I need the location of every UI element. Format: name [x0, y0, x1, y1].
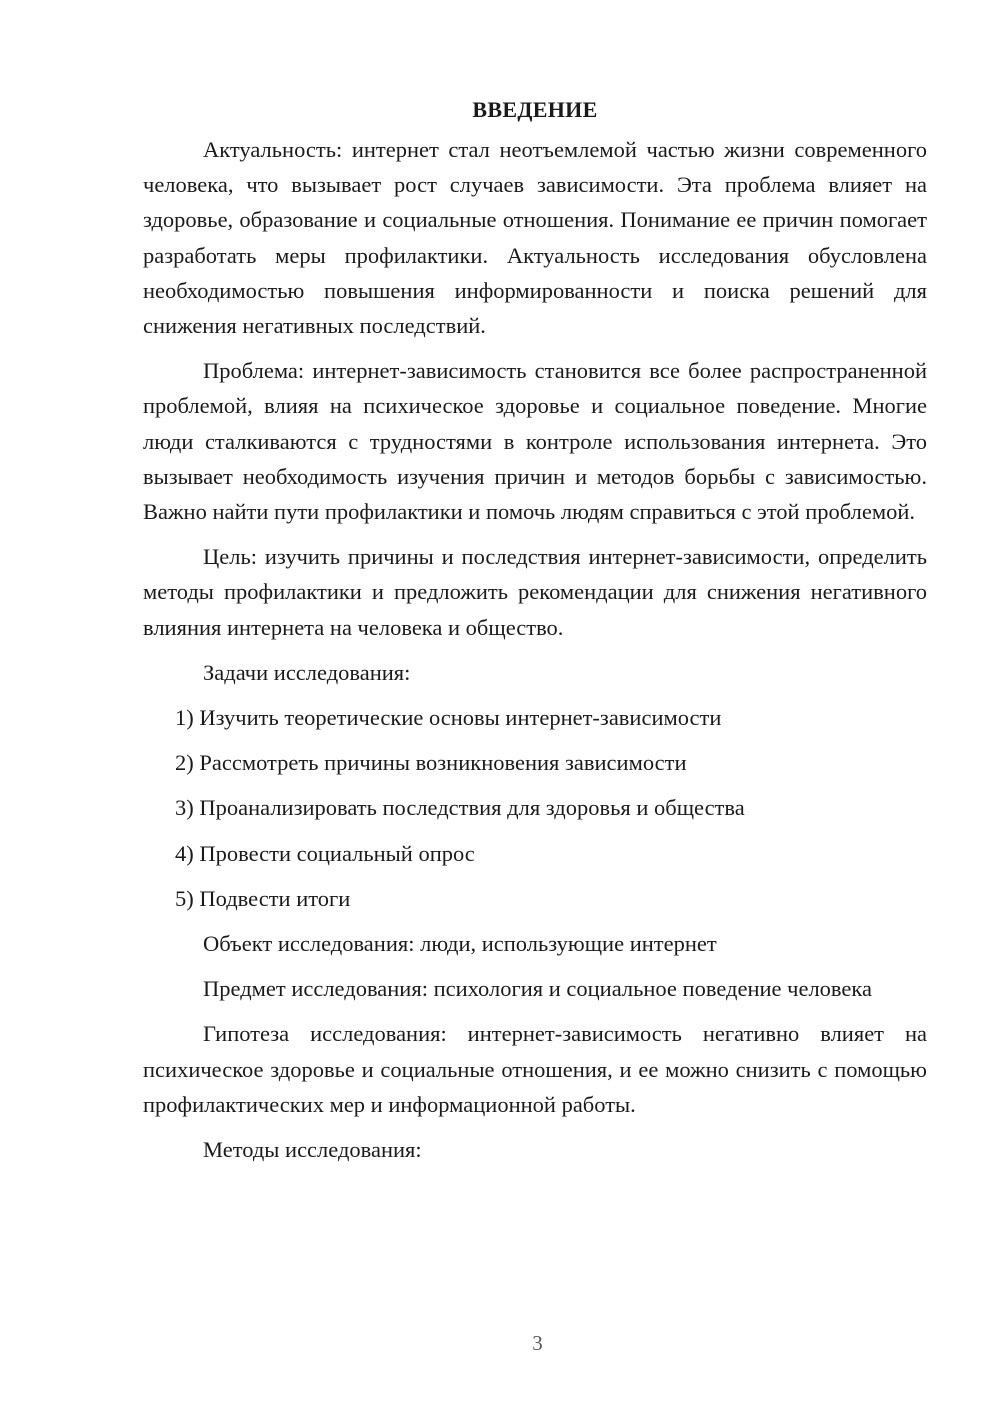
page-title: ВВЕДЕНИЕ [472, 97, 598, 122]
hypothesis-paragraph: Гипотеза исследования: интернет-зависимость негативно влияет на психическое здоровье и социальные отношения, и ее можно снизить с помощью профилактических мер и информационной работы. [143, 1021, 927, 1117]
list-item: 1) Изучить теоретические основы интернет-зависимости [175, 705, 722, 731]
subject-paragraph: Предмет исследования: психология и социальное поведение человека [203, 976, 872, 1002]
object-paragraph: Объект исследования: люди, использующие интернет [203, 931, 717, 957]
methods-paragraph: Методы исследования: [203, 1137, 422, 1163]
goal-paragraph: Цель: изучить причины и последствия интернет-зависимости, определить методы профилактики и предложить рекомендации для снижения негативного влияния интернета на человека и общество. [143, 544, 927, 640]
list-item: 5) Подвести итоги [175, 885, 351, 911]
page-number: 3 [532, 1331, 543, 1355]
tasks-heading: Задачи исследования: [203, 659, 411, 685]
list-item: 4) Провести социальный опрос [175, 840, 475, 866]
relevance-paragraph: Актуальность: интернет стал неотъемлемой частью жизни современного человека, что вызывает рост случаев зависимости. Эта проблема влияет на здоровье, образование и социальные отношения. Понимание ее причин помогает разработать меры профилактики. Актуальность исследования обусловлена необходимостью повышения информированности и поиска решений для снижения негативных последствий. [143, 137, 927, 339]
list-item: 3) Проанализировать последствия для здоровья и общества [175, 795, 745, 821]
problem-paragraph: Проблема: интернет-зависимость становится все более распространенной проблемой, влияя на психическое здоровье и социальное поведение. Многие люди сталкиваются с трудностями в контроле использования интернета. Это вызывает необходимость изучения причин и методов борьбы с зависимостью. Важно найти пути профилактики и помочь людям справиться с этой проблемой. [143, 358, 927, 525]
list-item: 2) Рассмотреть причины возникновения зависимости [175, 750, 687, 776]
page-content [143, 92, 927, 1167]
tasks-list [143, 700, 927, 916]
